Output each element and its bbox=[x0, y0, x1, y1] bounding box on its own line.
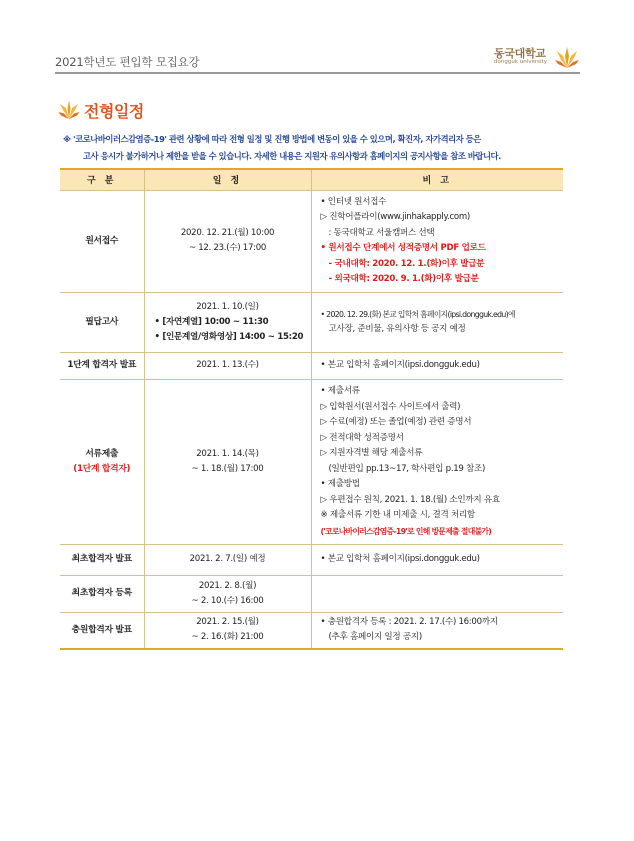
table-row bbox=[60, 190, 563, 292]
row-date: 2021. 2. 7.(일) 예정 bbox=[144, 544, 311, 575]
header-schedule: 일 정 bbox=[144, 169, 311, 190]
header-title: 2021학년도 편입학 모집요강 bbox=[55, 55, 200, 69]
row-date: 2021. 1. 13.(수) bbox=[144, 352, 311, 379]
row-date: 2021. 2. 8.(월) ~ 2. 10.(수) 16:00 bbox=[144, 575, 311, 612]
row-notes: • 충원합격자 등록 : 2021. 2. 17.(수) 16:00까지 (추후 홈페이지 일정 공지) bbox=[311, 612, 563, 649]
logo-text: 동국대학교 bbox=[494, 47, 546, 60]
section-title: 전형일정 bbox=[84, 102, 144, 121]
row-category: 필답고사 bbox=[60, 292, 144, 352]
row-notes: • 2020. 12. 29.(화) 본교 입학처 홈페이지(ipsi.dongguk.edu)에 고사장, 준비물, 유의사항 등 공지 예정 bbox=[311, 292, 563, 352]
row-notes: • 본교 입학처 홈페이지(ipsi.dongguk.edu) bbox=[311, 352, 563, 379]
notice-line-2: 고사 응시가 불가하거나 제한을 받을 수 있습니다. 자세한 내용은 지원자 유의사항과 홈페이지의 공지사항을 참조 바랍니다. bbox=[83, 151, 501, 161]
notice-line-1: ※ '코로나바이러스감염증-19' 관련 상황에 따라 전형 일정 및 진행 방법에 변동이 있을 수 있으며, 확진자, 자가격리자 등은 bbox=[63, 134, 481, 144]
row-date: 2020. 12. 21.(월) 10:00 ~ 12. 23.(수) 17:00 bbox=[144, 190, 311, 292]
table-row bbox=[60, 544, 563, 575]
row-category: 최초합격자 발표 bbox=[60, 544, 144, 575]
row-date: 2021. 1. 14.(목) ~ 1. 18.(월) 17:00 bbox=[144, 379, 311, 544]
row-category: 최초합격자 등록 bbox=[60, 575, 144, 612]
row-category: 서류제출 (1단계 합격자) bbox=[60, 379, 144, 544]
row-notes bbox=[311, 575, 563, 612]
covid-notice bbox=[63, 131, 573, 165]
table-header-row bbox=[60, 169, 563, 190]
row-category: 원서접수 bbox=[60, 190, 144, 292]
table-row bbox=[60, 575, 563, 612]
header-category: 구 분 bbox=[60, 169, 144, 190]
university-logo bbox=[490, 44, 580, 72]
row-notes: • 본교 입학처 홈페이지(ipsi.dongguk.edu) bbox=[311, 544, 563, 575]
row-date: 2021. 1. 10.(일) • [자연계열] 10:00 ~ 11:30 • [인문계열/영화영상] 14:00 ~ 15:20 bbox=[144, 292, 311, 352]
table-row bbox=[60, 379, 563, 544]
page-header bbox=[55, 48, 580, 74]
row-category: 충원합격자 발표 bbox=[60, 612, 144, 649]
row-date: 2021. 2. 15.(월) ~ 2. 16.(화) 21:00 bbox=[144, 612, 311, 649]
table-row bbox=[60, 292, 563, 352]
header-remarks: 비 고 bbox=[311, 169, 563, 190]
schedule-table bbox=[60, 168, 563, 650]
flame-bullet-icon bbox=[58, 98, 80, 120]
table-row bbox=[60, 352, 563, 379]
header-divider bbox=[55, 72, 580, 74]
table-row bbox=[60, 612, 563, 649]
row-category: 1단계 합격자 발표 bbox=[60, 352, 144, 379]
row-notes: • 인터넷 원서접수 ▷ 진학어플라이(www.jinhakapply.com) : 동국대학교 서울캠퍼스 선택 • 원서접수 단계에서 성적증명서 PDF 업로드 - 국내대학: 2020. 12. 1.(화)이후 발급분 - 외국대학: 2020. 9. 1.(화)이후 발급분 bbox=[311, 190, 563, 292]
logo-flame-icon bbox=[554, 44, 580, 70]
logo-subtext: dongguk university bbox=[494, 59, 547, 65]
row-notes: • 제출서류 ▷ 입학원서(원서접수 사이트에서 출력) ▷ 수료(예정) 또는 졸업(예정) 관련 증명서 ▷ 전적대학 성적증명서 ▷ 지원자격별 해당 제출서류 (일반편입 pp.13~17, 학사편입 p.19 참조) • 제출방법 ▷ 우편접수 원칙, 2021. 1. 18.(월) 소인까지 유효 ※ 제출서류 기한 내 미제출 시, 결격 처리함 ('코로나바이러스감염증-19'로 인해 방문제출 절대불가) bbox=[311, 379, 563, 544]
